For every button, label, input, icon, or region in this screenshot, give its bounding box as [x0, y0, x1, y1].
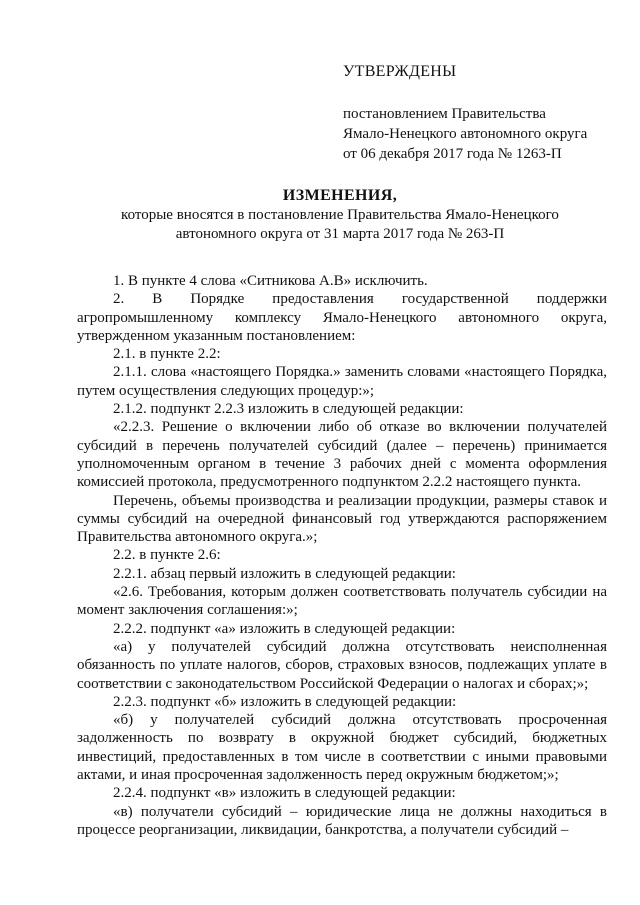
approval-line: от 06 декабря 2017 года № 1263-П: [343, 146, 562, 162]
paragraph: 2.2.3. подпункт «б» изложить в следующей редакции:: [113, 693, 457, 710]
document-body: [77, 272, 607, 839]
approval-stamp: [343, 62, 623, 164]
paragraph: «б) у получателей субсидий должна отсутствовать просроченная задолженность по возврату в окружной бюджет субсидий, бюджетных инвестиций, предоставленных в том числе в соответствии с иными правовыми актами, и иная просроченная задолженность перед окружным бюджетом;»;: [77, 712, 607, 784]
document-subtitle: автономного округа от 31 марта 2017 года № 263-П: [175, 226, 505, 242]
paragraph: Перечень, объемы производства и реализации продукции, размеры ставок и суммы субсидий на очередной финансовый год утверждаются распоряжением Правительства автономного округа.»;: [77, 492, 607, 546]
paragraph: 2.2.2. подпункт «а» изложить в следующей редакции:: [113, 620, 456, 637]
approval-line: постановлением Правительства: [343, 106, 546, 122]
paragraph: 2.2.1. абзац первый изложить в следующей редакции:: [113, 565, 456, 582]
document-title-block: [60, 186, 620, 244]
paragraph: «в) получатели субсидий – юридические лица не должны находиться в процессе реорганизации, ликвидации, банкротства, а получатели субсидий –: [77, 803, 607, 838]
approval-line: Ямало-Ненецкого автономного округа: [343, 126, 588, 142]
paragraph: «а) у получателей субсидий должна отсутствовать неисполненная обязанность по уплате налогов, сборов, страховых взносов, подлежащих уплате в соответствии с законодательством Российской Федерации о налогах и сборах;»;: [77, 638, 607, 692]
paragraph: «2.2.3. Решение о включении либо об отказе во включении получателей субсидий в перечень получателей субсидий (далее – перечень) принимается уполномоченным органом в течение 3 рабочих дней с момента оформления комиссией протокола, предусмотренного подпунктом 2.2.2 настоящего пункта.: [77, 419, 607, 491]
approval-heading: УТВЕРЖДЕНЫ: [343, 63, 457, 80]
paragraph: 2.1. в пункте 2.2:: [113, 346, 221, 363]
paragraph: 2.1.1. слова «настоящего Порядка.» заменить словами «настоящего Порядка, путем осуществления следующих процедур:»;: [77, 364, 607, 399]
paragraph: «2.6. Требования, которым должен соответствовать получатель субсидии на момент заключения соглашения:»;: [77, 584, 607, 619]
paragraph: 1. В пункте 4 слова «Ситникова А.В» исключить.: [113, 273, 428, 289]
document-subtitle: которые вносятся в постановление Правительства Ямало-Ненецкого: [121, 207, 559, 223]
paragraph: 2.2.4. подпункт «в» изложить в следующей редакции:: [113, 785, 456, 802]
paragraph: 2.1.2. подпункт 2.2.3 изложить в следующей редакции:: [113, 401, 464, 418]
document-title: ИЗМЕНЕНИЯ,: [282, 187, 398, 204]
paragraph: 2. В Порядке предоставления государственной поддержки агропромышленному комплексу Ямало-Ненецкого автономного округа, утвержденном указанным постановлением:: [77, 291, 607, 344]
paragraph: 2.2. в пункте 2.6:: [113, 547, 221, 564]
